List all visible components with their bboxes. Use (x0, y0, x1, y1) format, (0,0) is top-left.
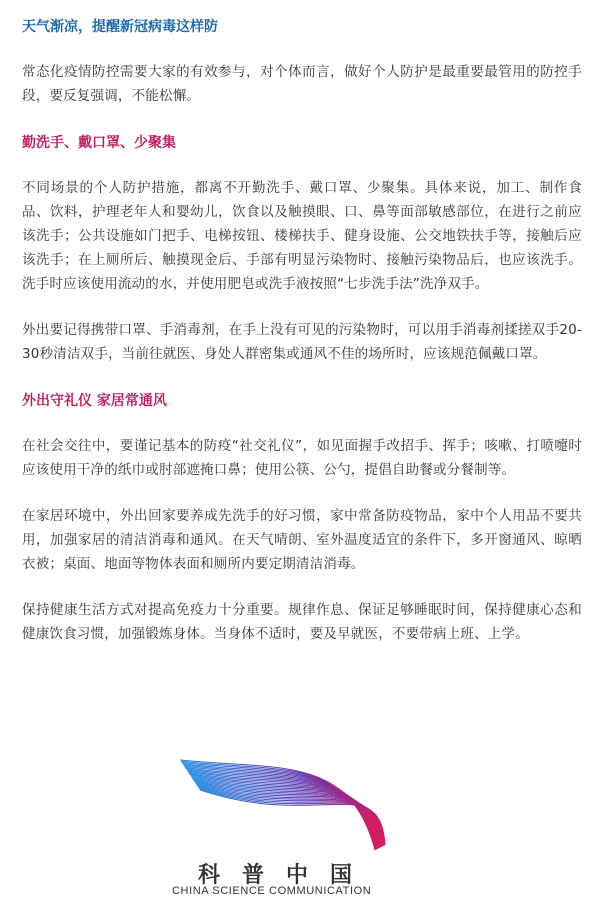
paragraph-mask: 外出要记得携带口罩、手消毒剂，在手上没有可见的污染物时，可以用手消毒剂揉搓双手20-30秒清洁双手，当前往就医、身处人群密集或通风不佳的场所时，应该规范佩戴口罩。 (22, 322, 582, 362)
section-heading-hygiene: 勤洗手、戴口罩、少聚集 (22, 135, 176, 151)
logo-wave-graphic (160, 750, 460, 860)
logo-wave-line (200, 790, 385, 845)
kepu-china-logo (160, 750, 460, 900)
paragraph-handwashing: 不同场景的个人防护措施，都离不开勤洗手、戴口罩、少聚集。具体来说，加工、制作食品、饮料，护理老年人和婴幼儿，饮食以及触摸眼、口、鼻等面部敏感部位，在进行之前应该洗手；公共设施如门把手、电梯按钮、楼梯扶手、健身设施、公交地铁扶手等，接触后应该洗手；在上厕所后、触摸现金后、手部有明显污染物时、接触污染物品后，也应该洗手。洗手时应该使用流动的水，并使用肥皂或洗手液按照“七步洗手法”洗净双手。 (22, 180, 582, 292)
intro-paragraph: 常态化疫情防控需要大家的有效参与，对个体而言，做好个人防护是最重要最管用的防控手段，要反复强调，不能松懈。 (22, 64, 582, 104)
paragraph-healthy-lifestyle: 保持健康生活方式对提高免疫力十分重要。规律作息、保证足够睡眠时间，保持健康心态和健康饮食习惯，加强锻炼身体。当身体不适时，要及早就医，不要带病上班、上学。 (22, 602, 582, 642)
article-title: 天气渐凉，提醒新冠病毒这样防 (22, 19, 218, 35)
paragraph-social-etiquette: 在社会交往中，要谨记基本的防疫“社交礼仪”，如见面握手改招手、挥手；咳嗽、打喷嚏时应该使用干净的纸巾或肘部遮掩口鼻；使用公筷、公勺，提倡自助餐或分餐制等。 (22, 438, 582, 478)
section-heading-etiquette: 外出守礼仪 家居常通风 (22, 393, 167, 409)
logo-chinese-name: 科普中国 (198, 862, 375, 888)
paragraph-home-ventilation: 在家居环境中，外出回家要养成先洗手的好习惯，家中常备防疫物品，家中个人用品不要共用，加强家居的清洁消毒和通风。在天气晴朗、室外温度适宜的条件下，多开窗通风、晾晒衣被；桌面、地面等物体表面和厕所内要定期清洁消毒。 (22, 508, 582, 572)
logo-english-name: CHINA SCIENCE COMMUNICATION (172, 885, 372, 897)
logo-wave-line (190, 774, 380, 847)
